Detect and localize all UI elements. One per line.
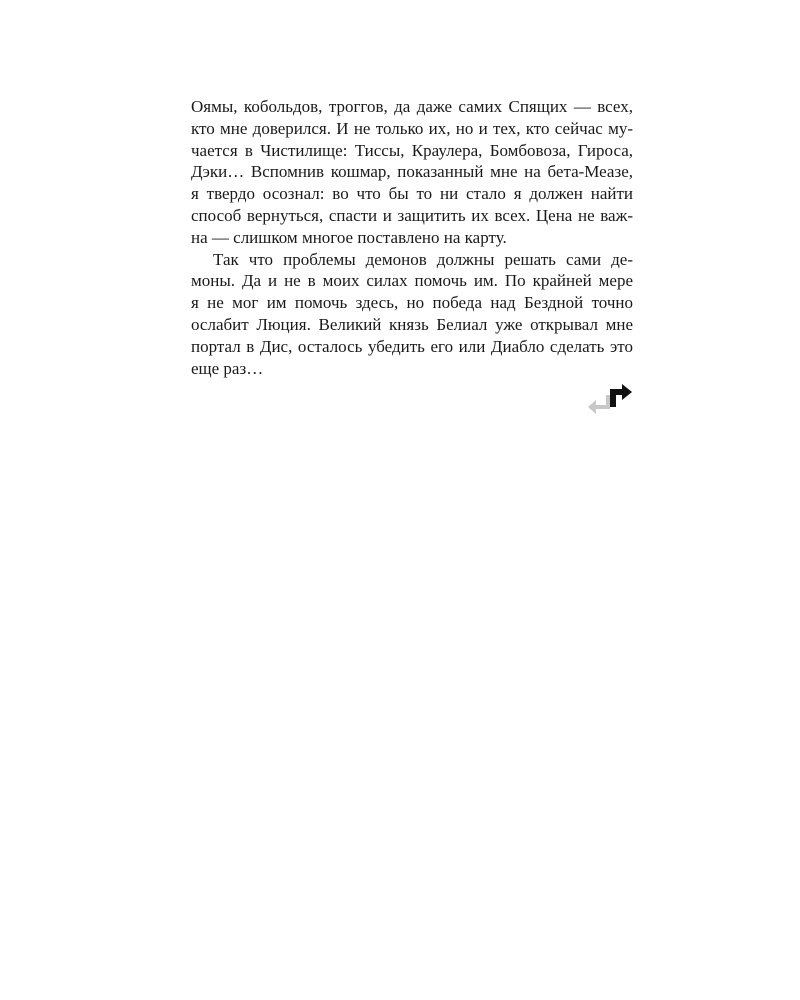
text-line: я не мог им помочь здесь, но победа над Бездной точно xyxy=(191,293,633,313)
text-line: способ вернуться, спасти и защитить их всех. Цена не важ- xyxy=(191,205,633,225)
forward-arrow-icon xyxy=(610,384,632,407)
text-line: на — слишком многое поставлено на карту. xyxy=(191,227,507,247)
back-arrow-icon xyxy=(588,395,610,414)
text-line: Оямы, кобольдов, троггов, да даже самих Спящих — всех, xyxy=(191,97,633,116)
page-text xyxy=(191,96,633,379)
text-line: ослабит Люция. Великий князь Белиал уже открывал мне xyxy=(191,314,633,334)
paragraph-2 xyxy=(191,249,633,380)
text-line: Дэки… Вспомнив кошмар, показанный мне на бета-Меазе, xyxy=(191,162,633,182)
double-arrow-divider-icon xyxy=(586,383,634,417)
text-line: Так что проблемы демонов должны решать сами де- xyxy=(213,249,633,269)
text-line: чается в Чистилище: Тиссы, Краулера, Бомбовоза, Гироса, xyxy=(191,140,633,160)
text-line: я твердо осознал: во что бы то ни стало я должен найти xyxy=(191,184,633,204)
text-line: кто мне доверился. И не только их, но и тех, кто сейчас му- xyxy=(191,118,633,138)
text-line: еще раз… xyxy=(191,358,264,378)
text-line: моны. Да и не в моих силах помочь им. По крайней мере xyxy=(191,271,633,291)
paragraph-1 xyxy=(191,96,633,249)
text-line: портал в Дис, осталось убедить его или Диабло сделать это xyxy=(191,336,633,356)
